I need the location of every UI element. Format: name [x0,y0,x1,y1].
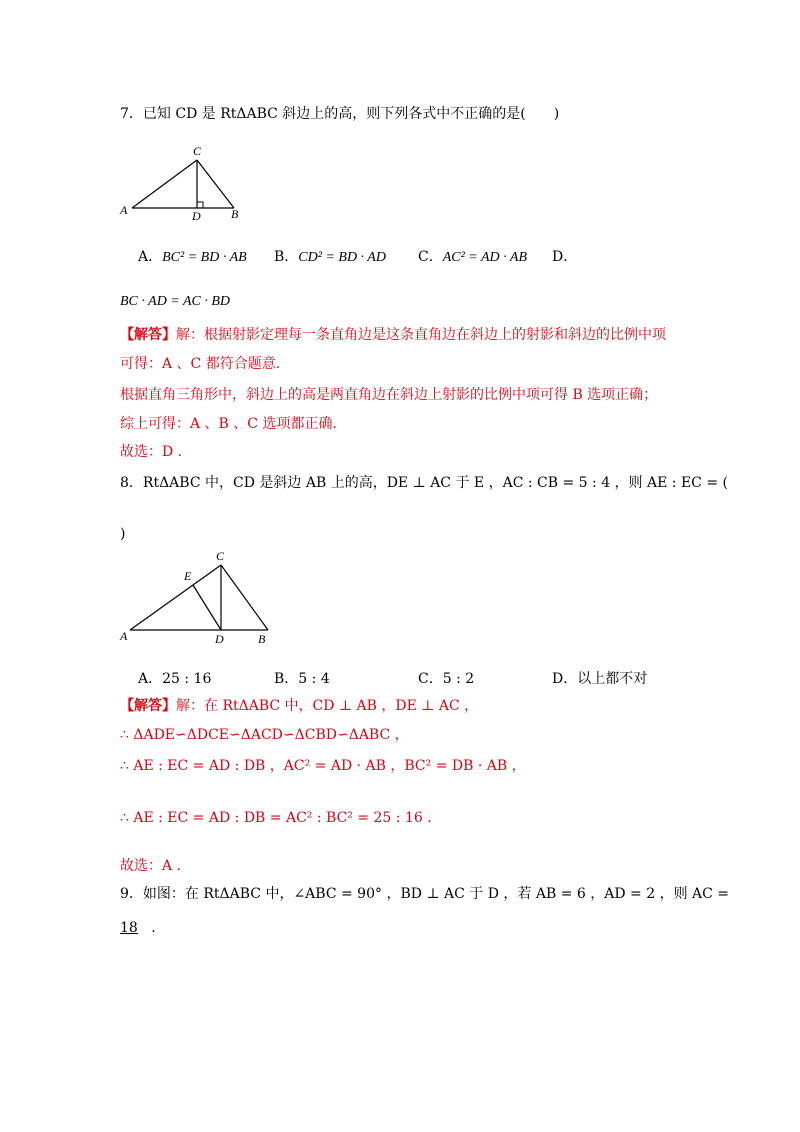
q8-stem-end: ) [120,526,126,542]
q7-label-a: A [120,203,128,217]
q7-label-d: D [192,209,201,222]
q7-label-c: C [193,144,202,158]
q7-option-b[interactable]: B．CD² = BD · AD [274,249,386,265]
q7-answer-line5: 故选：D . [120,444,183,460]
q7-answer-line3: 根据直角三角形中，斜边上的高是两直角边在斜边上射影的比例中项可得 B 选项正确； [120,387,658,403]
q8-label-d: D [215,632,224,646]
q8-label-e: E [184,569,192,583]
q7-option-a[interactable]: A．BC² = BD · AB [138,249,247,265]
q8-answer-line5: 故选：A . [120,858,182,874]
q7-triangle-figure [118,140,258,222]
q8-triangle-figure [118,548,278,646]
q8-label-c: C [216,549,225,563]
q8-stem: 8．RtΔABC 中，CD 是斜边 AB 上的高，DE ⊥ AC 于 E ，AC : CB = 5 : 4 ，则 AE : EC = ( [120,475,728,491]
q7-option-d[interactable]: D． [552,249,578,265]
q7-label-b: B [231,207,239,221]
q7-answer-line4: 综上可得：A 、B 、C 选项都正确. [120,416,337,432]
q9-stem: 9．如图：在 RtΔABC 中，∠ABC = 90° ，BD ⊥ AC 于 D ，若 AB = 6 ，AD = 2 ，则 AC = [120,886,730,902]
q8-answer-head: 【解答】 [120,698,176,714]
q8-option-d[interactable]: D．以上都不对 [552,671,648,687]
q7-answer-line2: 可得：A 、C 都符合题意. [120,356,281,372]
q8-option-b[interactable]: B．5 : 4 [274,671,330,687]
q8-option-a[interactable]: A．25 : 16 [138,671,212,687]
q9-answer-value: 18 [120,920,138,936]
q8-label-b: B [258,632,266,646]
q8-answer-line3: ∴ AE : EC = AD : DB ，AC² = AD · AB ，BC² = DB · AB ， [120,758,526,774]
q7-answer-head: 【解答】 [120,327,176,343]
q8-label-a: A [120,629,128,643]
q7-answer-line1: 【解答】解：根据射影定理每一条直角边是这条直角边在斜边上的射影和斜边的比例中项 [120,327,666,343]
q7-option-c[interactable]: C．AC² = AD · AB [418,249,528,265]
q7-option-d-text: BC · AD = AC · BD [120,294,231,309]
q8-option-c[interactable]: C．5 : 2 [418,671,475,687]
q9-answer: 18 . [120,920,156,936]
q8-answer-line4: ∴ AE : EC = AD : DB = AC² : BC² = 25 : 16 . [120,810,432,826]
q8-answer-line1: 【解答】解：在 RtΔABC 中，CD ⊥ AB ，DE ⊥ AC ， [120,698,479,714]
q8-answer-line2: ∴ ΔADE∽ΔDCE∽ΔACD∽ΔCBD∽ΔABC ， [120,727,409,743]
q7-stem: 7．已知 CD 是 RtΔABC 斜边上的高，则下列各式中不正确的是( ) [120,106,560,122]
